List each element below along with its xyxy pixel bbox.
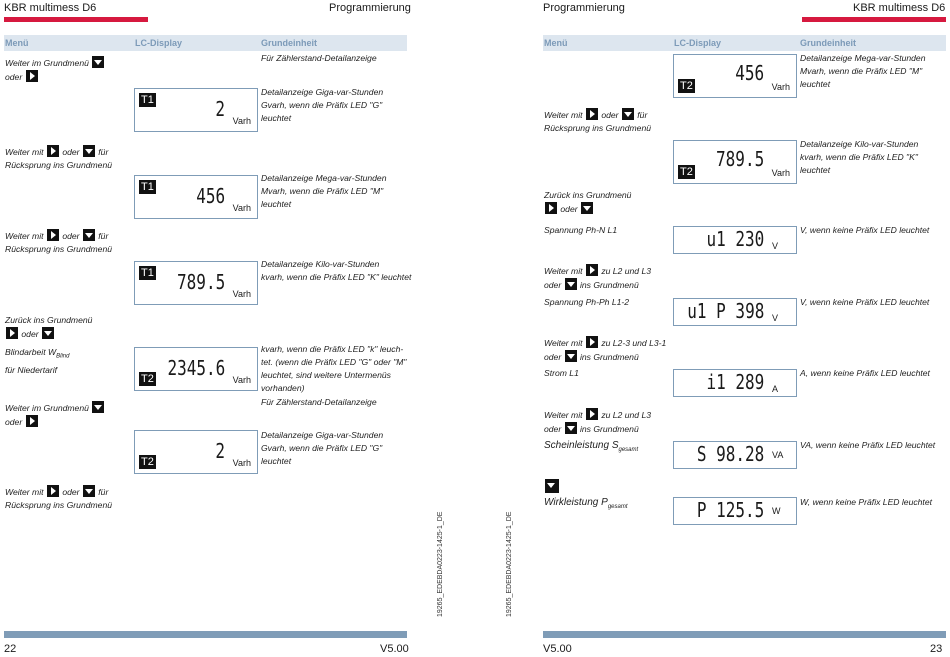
arrow-right-icon [586,264,598,276]
left-col-unit: Grundeinheit [261,38,317,48]
arrow-down-icon [42,327,54,339]
right-header-title: KBR multimess D6 [853,2,946,14]
unit-text: W, wenn keine Präfix LED leuchtet [800,497,932,507]
right-version: V5.00 [543,643,572,655]
arrow-right-icon [47,229,59,241]
lcd-unit: W [772,506,781,516]
right-col-unit: Grundeinheit [800,38,856,48]
unit-text: Detailanzeige Giga-var-Stunden Gvarh, wenn die Präfix LED "G" leuchtet [261,430,384,466]
lcd-value: 789.5 [715,147,764,171]
tariff-tag: T1 [141,267,154,279]
arrow-down-icon [565,278,577,290]
lc-display [134,175,258,219]
lcd-unit: Varh [771,82,790,92]
lcd-value: u1 230 [706,227,764,251]
left-col-lcd: LC-Display [135,38,183,48]
unit-text: Detailanzeige Mega-var-Stunden Mvarh, wenn die Präfix LED "M" leuchtet [261,173,387,209]
menu-text: Zurück ins Grundmenü oder [544,190,632,214]
right-col-lcd: LC-Display [674,38,722,48]
left-header-section: Programmierung [329,2,411,14]
menu-text: Spannung Ph-Ph L1-2 [544,297,630,307]
lcd-value: 789.5 [176,270,225,294]
lc-display [673,441,797,469]
lc-display [673,226,797,254]
menu-text: Weiter mit zu L2 und L3 oder ins Grundmenü [544,410,652,434]
right-col-menu: Menü [544,38,568,48]
unit-text: A, wenn keine Präfix LED leuchtet [800,368,930,378]
right-table-header [543,35,946,51]
lcd-unit: Varh [232,203,251,213]
unit-text: Detailanzeige Giga-var-Stunden Gvarh, wenn die Präfix LED "G" leuchtet [261,87,384,123]
menu-text: Weiter mit zu L2-3 und L3-1 oder ins Grundmenü [544,338,667,362]
arrow-right-icon [586,336,598,348]
arrow-right-icon [6,327,18,339]
lc-display [134,261,258,305]
lcd-unit: Varh [232,458,251,468]
menu-text: Blindarbeit $W_{Blind}$ für Niedertarif [5,347,70,375]
left-header-title: KBR multimess D6 [4,2,97,14]
arrow-down-icon [83,485,95,497]
lc-display [673,497,797,525]
right-footer-bar [543,631,946,638]
arrow-down-icon [565,422,577,434]
unit-text: V, wenn keine Präfix LED leuchtet [800,297,930,307]
lcd-unit: V [772,241,779,251]
menu-text: Wirkleistung $P_{gesamt}$ [544,497,628,510]
right-doc-id: 19265_EDEBDA0223-1425-1_DE [506,511,513,617]
left-table-header [4,35,407,51]
left-red-bar [4,17,148,22]
right-red-bar [802,17,946,22]
menu-text: Weiter mit oder für Rücksprung ins Grundmenü [5,231,112,254]
lc-display [134,88,258,132]
lc-display [673,54,797,98]
menu-text: Weiter mit oder für Rücksprung ins Grundmenü [5,487,112,510]
arrow-right-icon [586,108,598,120]
menu-text: Scheinleistung $S_{gesamt}$ [544,440,639,453]
arrow-right-icon [586,408,598,420]
left-col-menu: Menü [5,38,29,48]
unit-text: Detailanzeige Kilo-var-Stunden kvarh, wenn die Präfix LED "K" leuchtet [261,259,412,282]
left-page-number: 22 [4,643,17,655]
unit-text: VA, wenn keine Präfix LED leuchtet [800,440,936,450]
arrow-right-icon [47,145,59,157]
lcd-unit: Varh [771,168,790,178]
arrow-right-icon [26,70,38,82]
lcd-value: 2 [215,97,225,121]
lcd-unit: V [772,313,779,323]
lcd-unit: Varh [232,289,251,299]
arrow-down-icon [622,108,634,120]
lcd-unit: Varh [232,116,251,126]
unit-text: Für Zählerstand-Detailanzeige [261,397,377,407]
left-version: V5.00 [380,643,409,655]
lcd-unit: Varh [232,375,251,385]
arrow-down-icon [544,478,560,496]
tariff-tag: T2 [141,373,154,385]
unit-text: Detailanzeige Mega-var-Stunden Mvarh, wenn die Präfix LED "M" leuchtet [800,53,926,89]
tariff-tag: T1 [141,181,154,193]
arrow-down-icon [83,145,95,157]
lcd-value: 456 [196,184,225,208]
lcd-value: 2345.6 [167,356,225,380]
menu-text: Spannung Ph-N L1 [544,225,618,235]
lcd-value: i1 289 [706,370,764,394]
tariff-tag: T1 [141,94,154,106]
tariff-tag: T2 [680,80,693,92]
lcd-value: 2 [215,439,225,463]
arrow-down-icon [581,202,593,214]
arrow-down-icon [92,56,104,68]
menu-text: Strom L1 [544,368,579,378]
lcd-unit: VA [772,450,784,460]
arrow-down-icon [83,229,95,241]
lc-display [134,430,258,474]
menu-text: Weiter im Grundmenü oder [5,56,105,84]
lcd-value: u1 P 398 [686,299,764,323]
right-header-section: Programmierung [543,2,625,14]
arrow-down-icon [92,401,104,413]
left-footer-bar [4,631,407,638]
menu-text: Weiter mit oder für Rücksprung ins Grundmenü [544,110,651,133]
unit-text: kvarh, wenn die Präfix LED "k" leuch- tet. (wenn die Präfix LED "G" oder "M" leuchtet, sind weitere Untermenüs vorhanden) [261,344,407,393]
lcd-value: 456 [735,61,764,85]
menu-text: Weiter mit oder für Rücksprung ins Grundmenü [5,147,112,170]
unit-text: Detailanzeige Kilo-var-Stunden kvarh, wenn die Präfix LED "K" leuchtet [800,139,919,175]
lc-display [673,369,797,397]
arrow-right-icon [26,415,38,427]
lc-display [673,140,797,184]
lcd-unit: A [772,384,779,394]
arrow-down-icon [565,350,577,362]
arrow-right-icon [545,202,557,214]
tariff-tag: T2 [141,456,154,468]
menu-text: Zurück ins Grundmenü oder [5,315,93,339]
menu-text: Weiter mit zu L2 und L3 oder ins Grundmenü [544,266,652,290]
arrow-right-icon [47,485,59,497]
tariff-tag: T2 [680,166,693,178]
unit-text: Für Zählerstand-Detailanzeige [261,53,377,63]
menu-text: Weiter im Grundmenü oder [5,401,105,429]
right-page-number: 23 [930,643,943,655]
lcd-value: S 98.28 [696,442,764,466]
lc-display [673,298,797,326]
unit-text: V, wenn keine Präfix LED leuchtet [800,225,930,235]
lc-display [134,347,258,391]
lcd-value: P 125.5 [696,498,764,522]
left-doc-id: 19265_EDEBDA0223-1425-1_DE [437,511,444,617]
